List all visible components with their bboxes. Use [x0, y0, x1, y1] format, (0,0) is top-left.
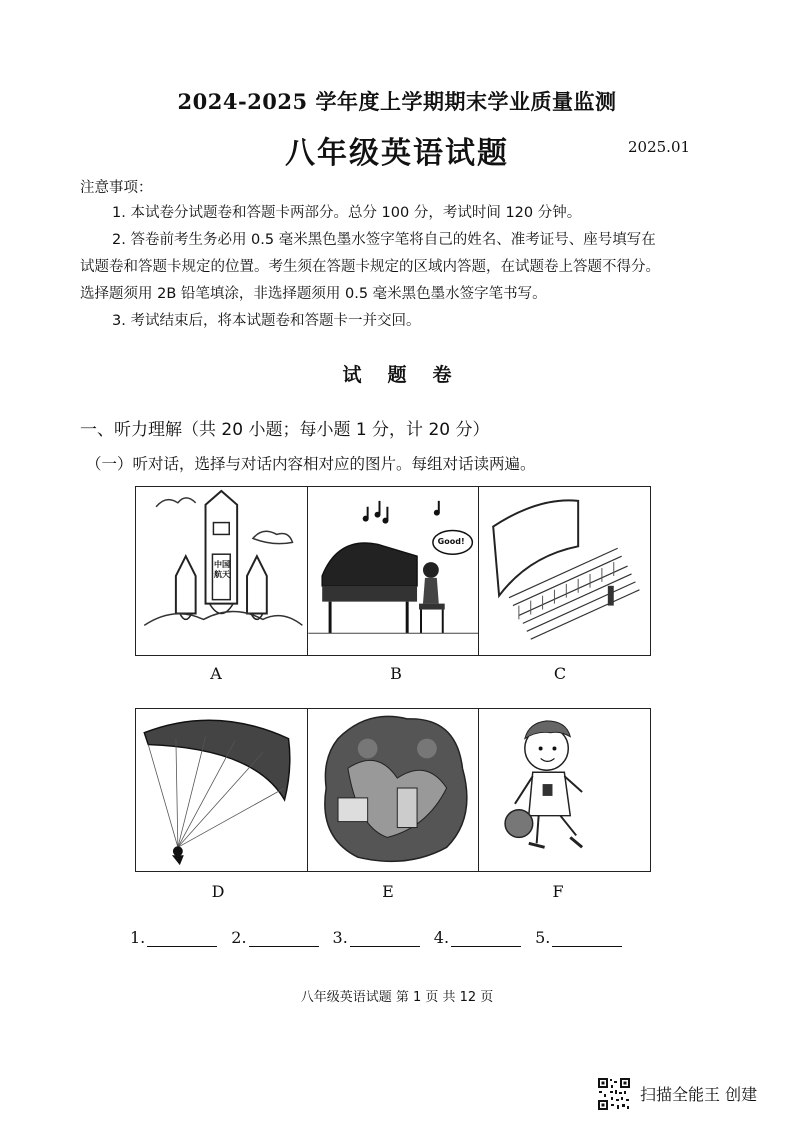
basketball-illustration: [479, 709, 650, 871]
picture-label-b: B: [390, 664, 402, 683]
cinema-illustration: [479, 487, 650, 655]
note-item-2-line-1: 2. 答卷前考生务必用 0.5 毫米黑色墨水签字笔将自己的姓名、准考证号、座号填写在: [112, 232, 656, 248]
piano-illustration: [308, 487, 479, 655]
answer-number-1: 1.: [130, 928, 146, 947]
part-heading: 一、听力理解（共 20 小题；每小题 1 分，计 20 分）: [80, 420, 490, 440]
answer-number-2: 2.: [231, 928, 247, 947]
answer-blank-1[interactable]: [130, 928, 217, 947]
scanner-watermark: 扫描全能王 创建: [640, 1085, 758, 1104]
picture-c-cinema: [479, 487, 650, 655]
picture-row-2: [135, 708, 651, 872]
note-item-3: 3. 考试结束后，将本试题卷和答题卡一并交回。: [112, 313, 421, 329]
picture-label-d: D: [211, 882, 225, 901]
note-item-2-line-3: 选择题须用 2B 铅笔填涂，非选择题须用 0.5 毫米黑色墨水签字笔书写。: [80, 286, 547, 302]
picture-f-basketball: [479, 709, 650, 871]
picture-d-paraglider: [136, 709, 308, 871]
qr-code-icon: [597, 1077, 631, 1111]
answer-blank-4[interactable]: [434, 928, 521, 947]
answer-number-3: 3.: [332, 928, 348, 947]
picture-label-a: A: [210, 664, 222, 683]
sub-heading: （一）听对话，选择与对话内容相对应的图片。每组对话读两遍。: [86, 455, 536, 473]
exam-title: 2024-2025 学年度上学期期末学业质量监测: [177, 89, 617, 114]
picture-b-piano: [308, 487, 480, 655]
exam-date: 2025.01: [628, 138, 691, 156]
note-item-1: 1. 本试卷分试题卷和答题卡两部分。总分 100 分，考试时间 120 分钟。: [112, 205, 582, 221]
note-item-2-line-2: 试题卷和答题卡规定的位置。考生须在答题卡规定的区域内答题，在试题卷上答题不得分。: [80, 259, 660, 275]
answer-blanks: [130, 928, 622, 947]
picture-label-e: E: [382, 882, 394, 901]
answer-blank-5[interactable]: [535, 928, 622, 947]
answer-number-4: 4.: [433, 928, 450, 947]
picture-row-1: [135, 486, 651, 656]
page-footer: 八年级英语试题 第 1 页 共 12 页: [300, 990, 494, 1005]
rocket-text: 中国航天: [214, 560, 230, 579]
exam-subtitle: 八年级英语试题: [285, 136, 509, 171]
answer-blank-2[interactable]: [231, 928, 318, 947]
section-label: 试题卷: [342, 364, 478, 386]
speech-bubble-text: Good!: [437, 537, 465, 546]
picture-label-c: C: [553, 664, 567, 683]
answer-blank-3[interactable]: [333, 928, 420, 947]
stage-illustration: [308, 709, 479, 871]
notes-heading: 注意事项：: [80, 180, 153, 196]
picture-e-stage: [308, 709, 480, 871]
paraglider-illustration: [136, 709, 307, 871]
picture-a-rocket: [136, 487, 308, 655]
answer-number-5: 5.: [535, 928, 551, 947]
picture-label-f: F: [552, 882, 564, 901]
